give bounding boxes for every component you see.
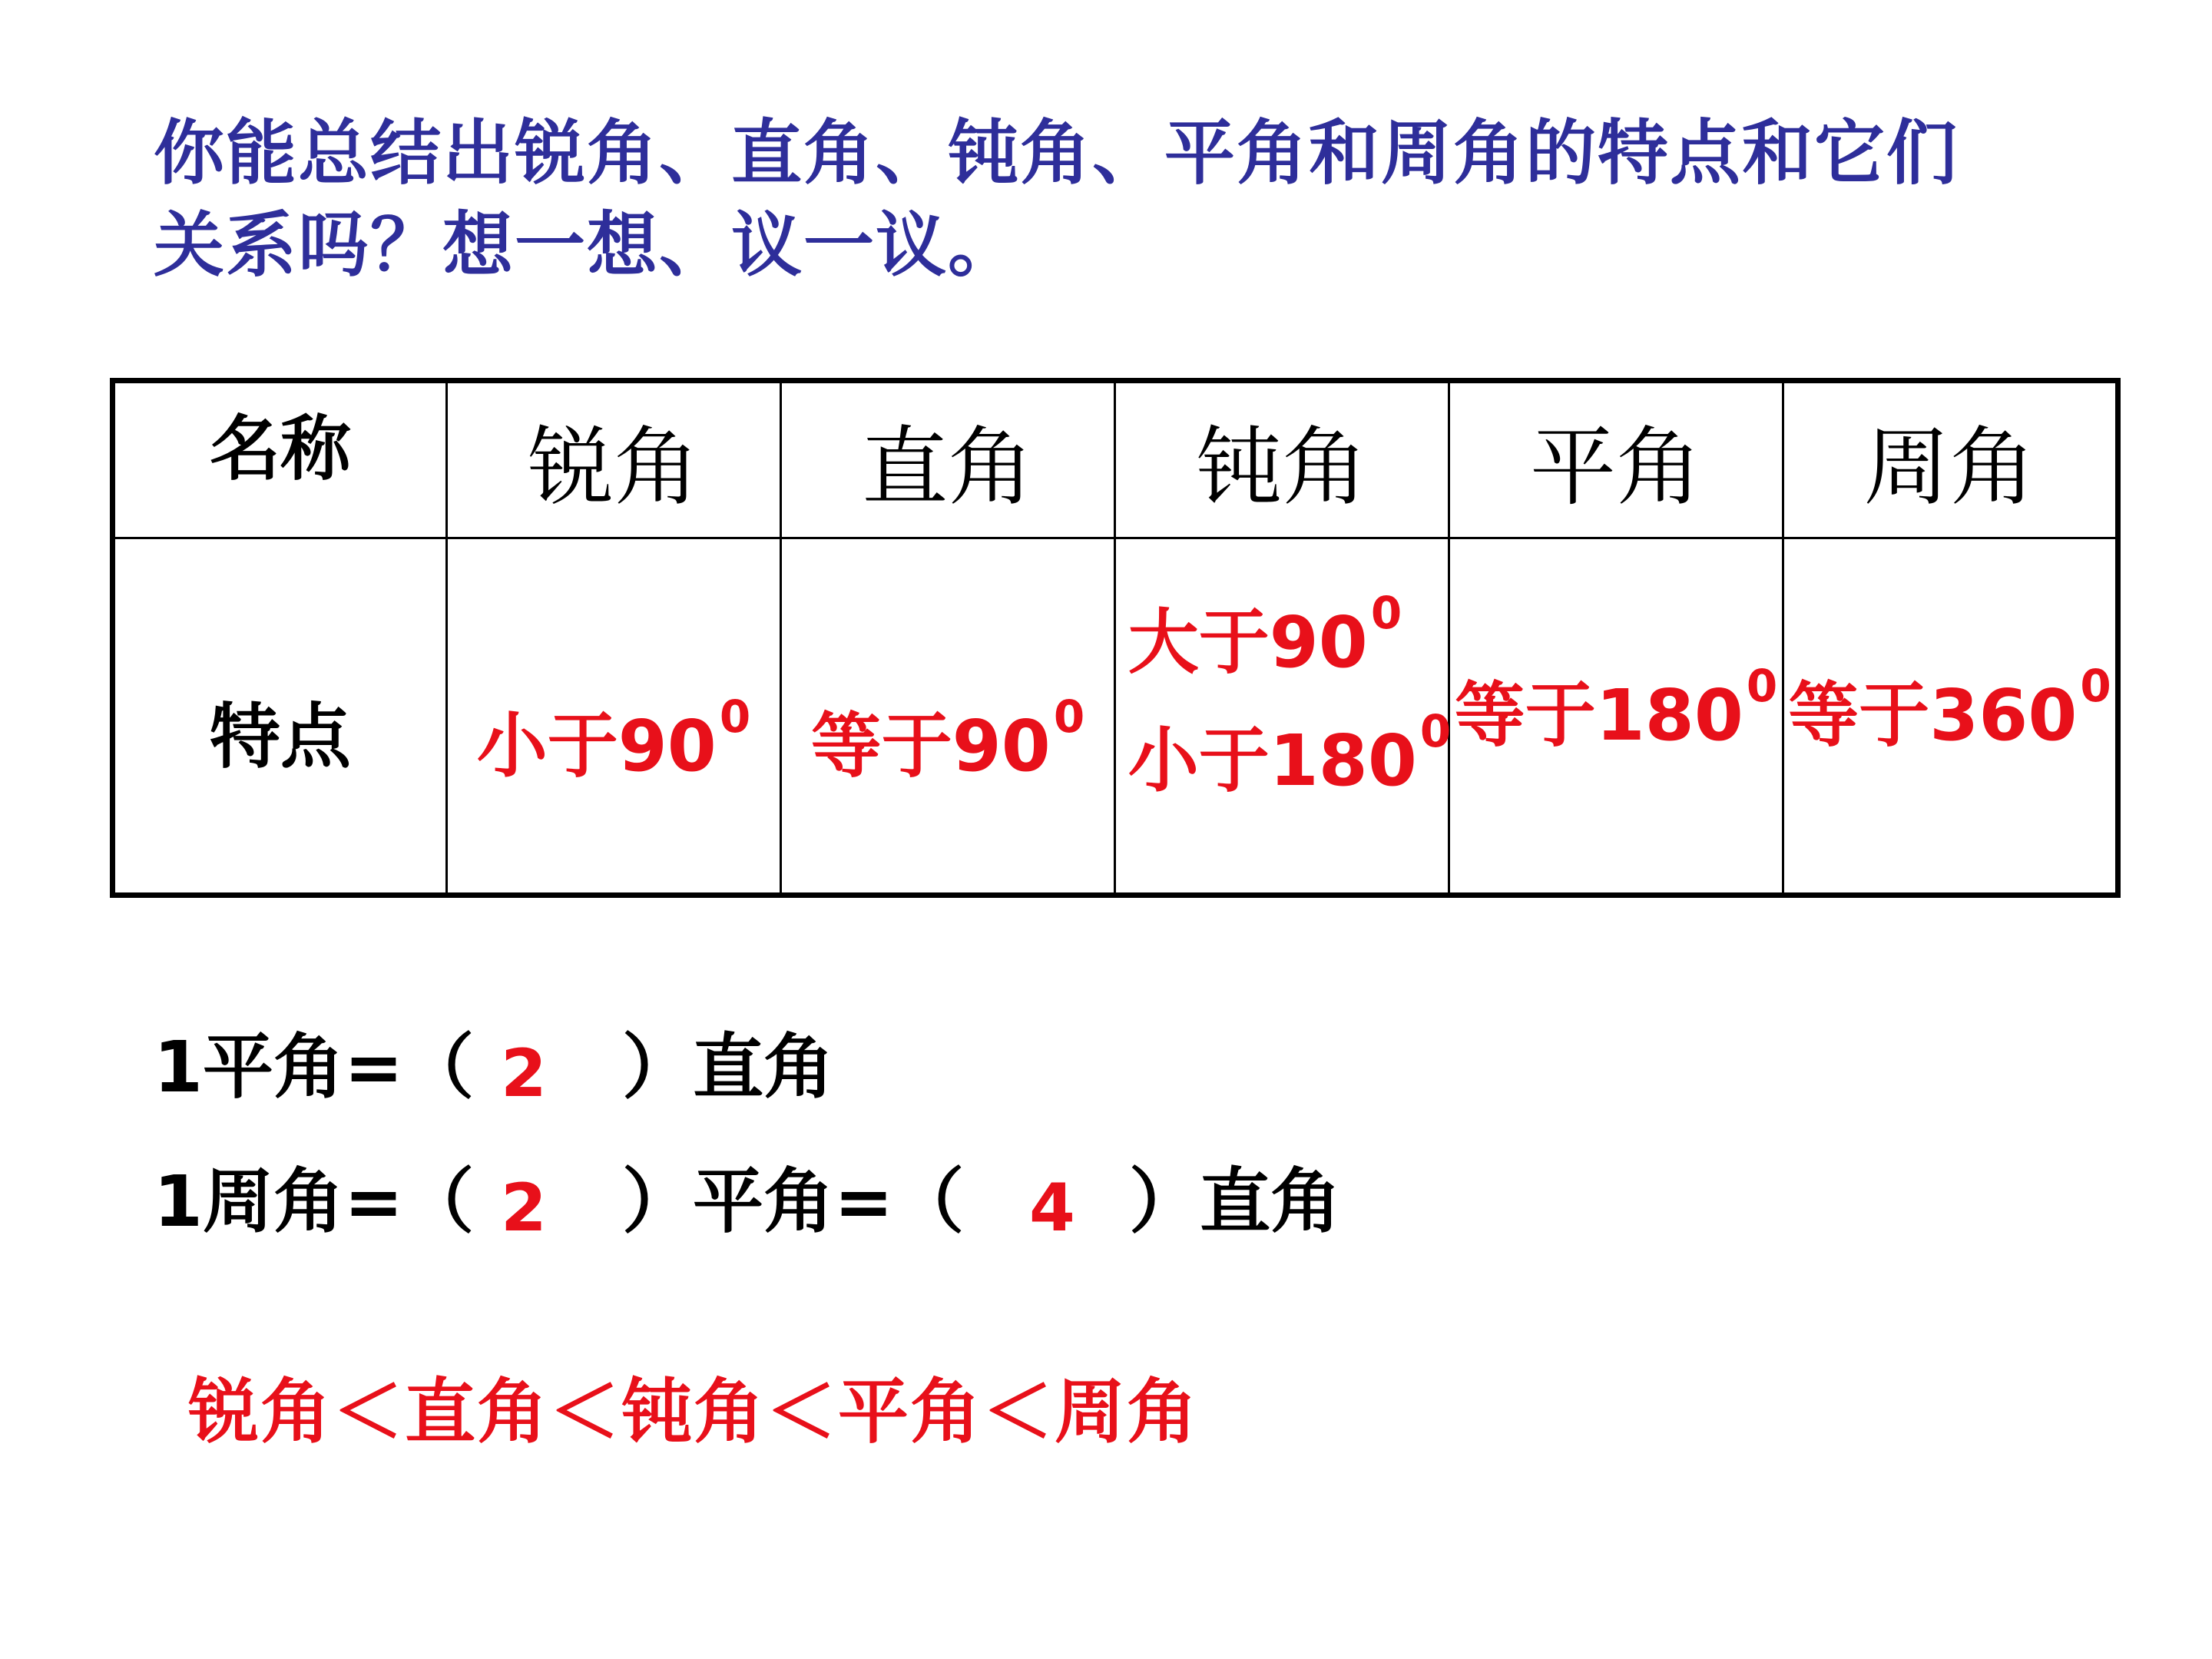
degree-mark: 0 [1370, 587, 1402, 639]
equation-2-suffix: ）直角 [1129, 1161, 1342, 1243]
degree-mark: 0 [2080, 660, 2111, 712]
feature-cell-round [1783, 538, 2118, 896]
equation-1-suffix: ）直角 [622, 1026, 835, 1108]
equation-2-answer-2: 4 [1029, 1170, 1075, 1247]
angle-name-straight: 平角 [1530, 417, 1702, 518]
header-cell-round [1783, 381, 2118, 538]
question-line-2: 关系吗？想一想、议一议。 [154, 204, 1021, 286]
degree-mark: 0 [1746, 660, 1778, 712]
equation-2-prefix: 1周角=（ [154, 1161, 475, 1243]
angle-table [110, 378, 2121, 898]
degree-mark: 0 [719, 690, 751, 743]
angle-name-round: 周角 [1863, 417, 2036, 518]
equation-1-prefix: 1平角=（ [154, 1026, 475, 1108]
header-cell-obtuse [1115, 381, 1449, 538]
feature-right: 等于$90^0$ [810, 690, 1085, 787]
equation-1-answer: 2 [501, 1035, 547, 1112]
degree-mark: 0 [1053, 690, 1085, 743]
feature-cell-acute [447, 538, 781, 896]
degree-mark: 0 [1419, 705, 1452, 757]
header-label: 名称 [209, 408, 351, 490]
header-label-cell [113, 381, 447, 538]
feature-obtuse-min: 大于$90^0$ [1128, 587, 1402, 684]
header-cell-right [781, 381, 1115, 538]
feature-cell-right [781, 538, 1115, 896]
feature-cell-obtuse [1115, 538, 1452, 896]
angle-name-acute: 锐角 [528, 417, 700, 518]
feature-straight: 等于$180^0$ [1454, 660, 1778, 757]
feature-acute: 小于$90^0$ [476, 690, 751, 787]
table-header-row [113, 381, 2118, 538]
feature-label: 特点 [209, 696, 351, 778]
question-line-1: 你能总结出锐角、直角、钝角、平角和周角的特点和它们 [154, 112, 1959, 194]
feature-label-cell [113, 538, 447, 896]
header-cell-straight [1449, 381, 1783, 538]
feature-obtuse-max: 小于$180^0$ [1128, 705, 1452, 802]
table-feature-row [113, 538, 2118, 896]
equation-2-answer-1: 2 [501, 1170, 547, 1247]
equation-2-middle: ）平角=（ [622, 1161, 965, 1243]
angle-name-obtuse: 钝角 [1196, 417, 1368, 518]
feature-round: 等于$360^0$ [1788, 660, 2111, 757]
angle-name-right: 直角 [862, 417, 1034, 518]
feature-cell-straight [1449, 538, 1783, 896]
question-text [154, 108, 2089, 292]
header-cell-acute [447, 381, 781, 538]
angle-order: 锐角＜直角＜钝角＜平角＜周角 [188, 1371, 1200, 1453]
